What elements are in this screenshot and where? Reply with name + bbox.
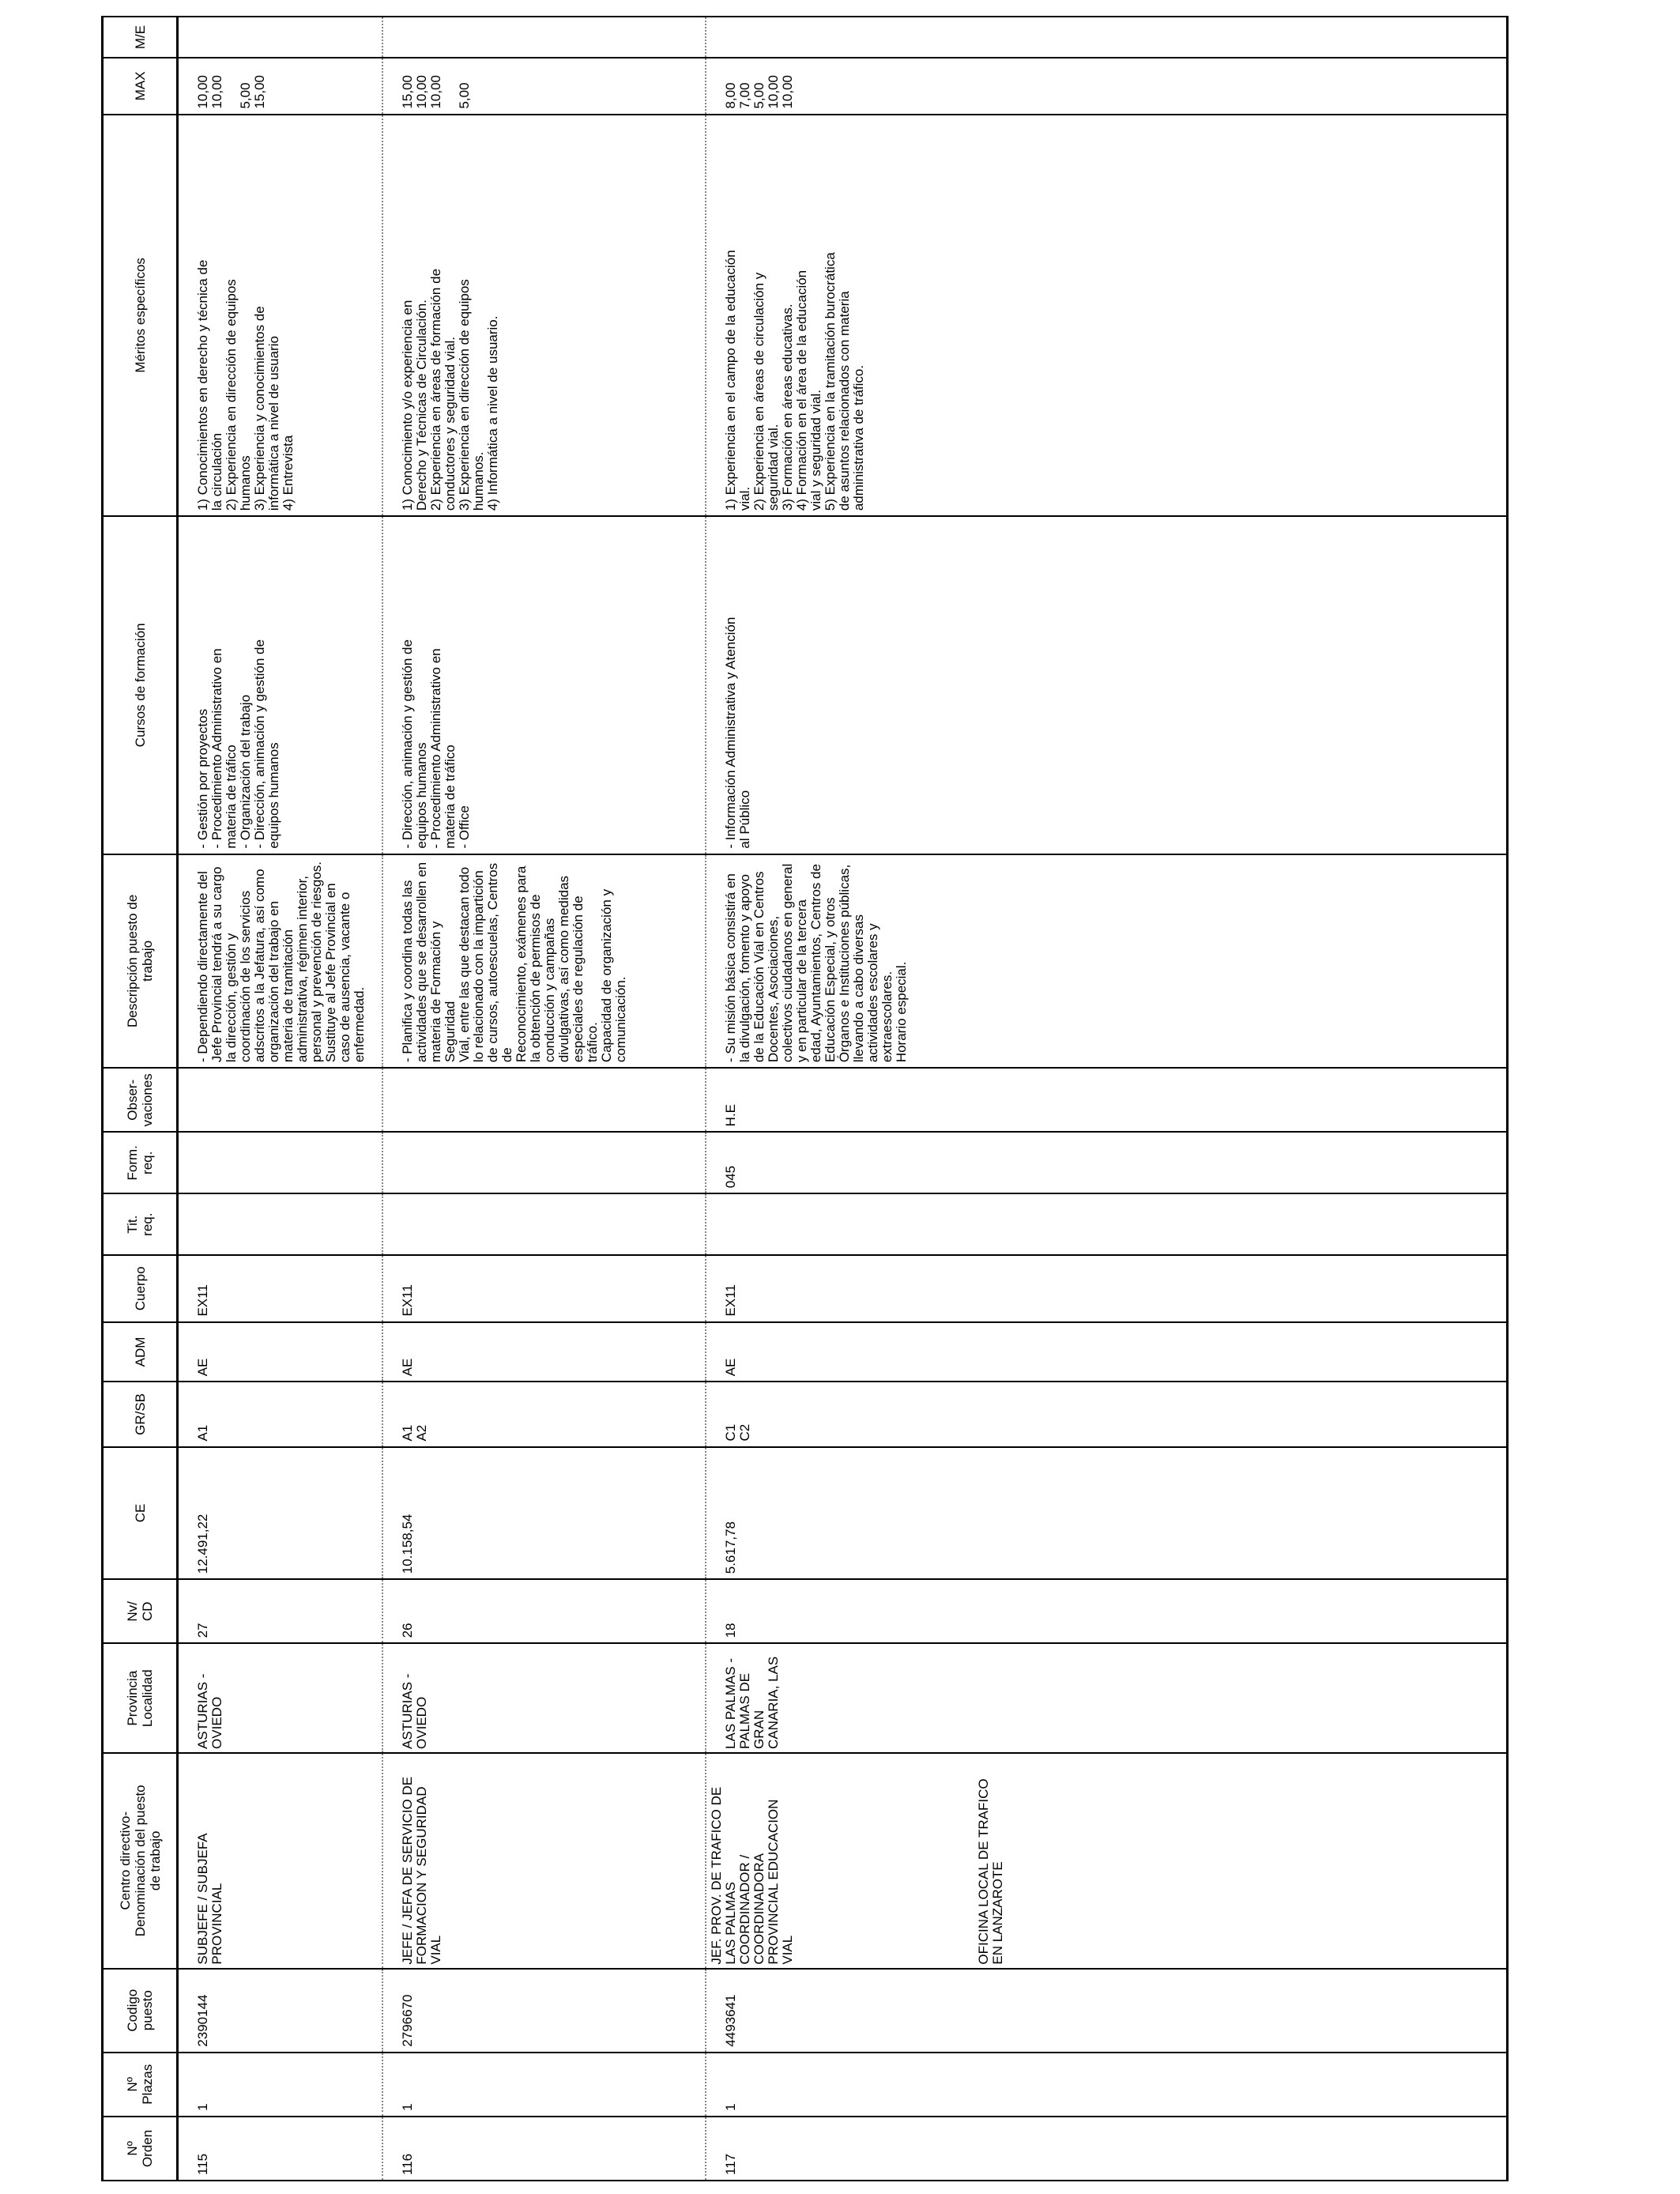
cell-plazas: 1 (706, 2053, 1508, 2117)
table-header-row (103, 17, 178, 2181)
cell-meritos: 1) Experiencia en el campo de la educación vial. 2) Experiencia en áreas de circulación y seguridad vial. 3) Formación en áreas educativas. 4) Formación en el área de la educación vial y seguridad vial. 5) Experiencia en la tramitación burocrática de asuntos relacionados con materia administrativa de tráfico. (706, 115, 1508, 517)
cell-meritos: 1) Conocimiento y/o experiencia en Derecho y Técnicas de Circulación. 2) Experiencia en áreas de formación de conductores y seguridad vial. 3) Experiencia en dirección de equipos humanos. 4) Informática a nivel de usuario. (382, 115, 706, 517)
cell-cursos: - Gestión por proyectos - Procedimiento Administrativo en materia de tráfico - Organización del trabajo - Dirección, animación y gestión de equipos humanos (178, 516, 383, 854)
cell-cursos: - Información Administrativa y Atención al Público (706, 516, 1508, 854)
header-adm: ADM (103, 1322, 178, 1382)
cell-orden: 117 (706, 2117, 1508, 2181)
cell-centro (178, 1753, 383, 1969)
header-plazas: Nº Plazas (103, 2053, 178, 2117)
header-centro: Centro directivo- Denominación del puesto de trabajo (103, 1753, 178, 1969)
cell-provincia: ASTURIAS - OVIEDO (382, 1643, 706, 1753)
cell-adm: AE (382, 1322, 706, 1382)
cell-provincia: LAS PALMAS - PALMAS DE GRAN CANARIA, LAS (706, 1643, 1508, 1753)
cell-codigo: 2796670 (382, 1969, 706, 2053)
cell-max: 8,00 7,00 5,00 10,00 10,00 (706, 58, 1508, 114)
cell-descripcion: - Su misión básica consistirá en la divulgación, fomento y apoyo de la Educación Vial en Centros Docentes, Asociaciones, colectivos ciudadanos en general y en particular de la tercera edad, Ayuntamientos, Centros de Educación Especial, y otros Órganos e Instituciones públicas, llevando a cabo diversas actividades escolares y extraescolares. Horario especial. (706, 854, 1508, 1069)
cell-ce: 5.617,78 (706, 1447, 1508, 1580)
cell-tit (706, 1193, 1508, 1255)
cell-nivel: 26 (382, 1579, 706, 1643)
centro-above: JEF. PROV. DE TRAFICO DE LAS PALMAS (709, 1786, 738, 1965)
cell-max: 15,00 10,00 10,00 5,00 (382, 58, 706, 114)
cell-tit (382, 1193, 706, 1255)
cell-ce: 10.158,54 (382, 1447, 706, 1580)
cell-cursos: - Dirección, animación y gestión de equipos humanos - Procedimiento Administrativo en materia de tráfico - Office (382, 516, 706, 854)
header-cuerpo: Cuerpo (103, 1255, 178, 1321)
cell-form (382, 1132, 706, 1193)
cell-centro (706, 1753, 1508, 1969)
document-page (101, 16, 1579, 2181)
header-max: MAX (103, 58, 178, 114)
cell-codigo: 2390144 (178, 1969, 383, 2053)
cell-adm: AE (706, 1322, 1508, 1382)
cell-form: 045 (706, 1132, 1508, 1193)
cell-plazas: 1 (178, 2053, 383, 2117)
cell-obs (382, 1068, 706, 1132)
table-row (706, 17, 1508, 2181)
cell-grupo: C1 C2 (706, 1382, 1508, 1446)
header-orden: Nº Orden (103, 2117, 178, 2181)
cell-grupo: A1 (178, 1382, 383, 1446)
cell-form (178, 1132, 383, 1193)
cell-obs (178, 1068, 383, 1132)
header-provincia: Provincia Localidad (103, 1643, 178, 1753)
header-meritos: Méritos específicos (103, 115, 178, 517)
cell-orden: 115 (178, 2117, 383, 2181)
header-ce: CE (103, 1447, 178, 1580)
cell-me (382, 17, 706, 58)
cell-orden: 116 (382, 2117, 706, 2181)
cell-descripcion: - Planifica y coordina todas las actividades que se desarrollen en materia de Formación y Seguridad Vial, entre las que destacan todo lo relacionado con la impartición de cursos, autoescuelas, Centros de Reconocimiento, exámenes para la obtención de permisos de conducción y campañas divulgativas, así como medidas especiales de regulación de tráfico. Capacidad de organización y comunicación. (382, 854, 706, 1069)
cell-plazas: 1 (382, 2053, 706, 2117)
cell-grupo: A1 A2 (382, 1382, 706, 1446)
centro-puesto: JEFE / JEFA DE SERVICIO DE FORMACION Y SEGURIDAD VIAL (400, 1776, 443, 1965)
cell-me (178, 17, 383, 58)
header-tit: Tit. req. (103, 1193, 178, 1255)
header-me: M/E (103, 17, 178, 58)
cell-me (706, 17, 1508, 58)
cell-cuerpo: EX11 (178, 1255, 383, 1321)
cell-ce: 12.491,22 (178, 1447, 383, 1580)
header-grupo: GR/SB (103, 1382, 178, 1446)
job-positions-table (101, 16, 1509, 2181)
header-descripcion: Descripción puesto de trabajo (103, 854, 178, 1069)
header-nivel: Nv/ CD (103, 1579, 178, 1643)
cell-codigo: 4493641 (706, 1969, 1508, 2053)
cell-provincia: ASTURIAS - OVIEDO (178, 1643, 383, 1753)
header-obs: Obser- vaciones (103, 1068, 178, 1132)
table-row (178, 17, 383, 2181)
table-row (382, 17, 706, 2181)
cell-meritos: 1) Conocimientos en derecho y técnica de la circulación 2) Experiencia en dirección de equipos humanos 3) Experiencia y conocimientos de informática a nivel de usuario 4) Entrevista (178, 115, 383, 517)
cell-obs: H.E (706, 1068, 1508, 1132)
cell-tit (178, 1193, 383, 1255)
cell-max: 10,00 10,00 5,00 15,00 (178, 58, 383, 114)
cell-descripcion: - Dependiendo directamente del Jefe Provincial tendrá a su cargo la dirección, gestión y coordinación de los servicios adscritos a la Jefatura, así como organización del trabajo en materia de tramitación administrativa, régimen interior, personal y prevención de riesgos. Sustituye al Jefe Provincial en caso de ausencia, vacante o enfermedad. (178, 854, 383, 1069)
centro-puesto: SUBJEFE / SUBJEFA PROVINCIAL (195, 1833, 224, 1965)
centro-below: OFICINA LOCAL DE TRAFICO EN LANZAROTE (976, 1778, 1005, 1965)
cell-centro (382, 1753, 706, 1969)
centro-puesto: COORDINADOR / COORDINADORA PROVINCIAL EDUCACION VIAL (737, 1799, 795, 1965)
cell-adm: AE (178, 1322, 383, 1382)
header-form: Form. req. (103, 1132, 178, 1193)
cell-cuerpo: EX11 (706, 1255, 1508, 1321)
cell-cuerpo: EX11 (382, 1255, 706, 1321)
header-codigo: Codigo puesto (103, 1969, 178, 2053)
cell-nivel: 18 (706, 1579, 1508, 1643)
cell-nivel: 27 (178, 1579, 383, 1643)
header-cursos: Cursos de formación (103, 516, 178, 854)
